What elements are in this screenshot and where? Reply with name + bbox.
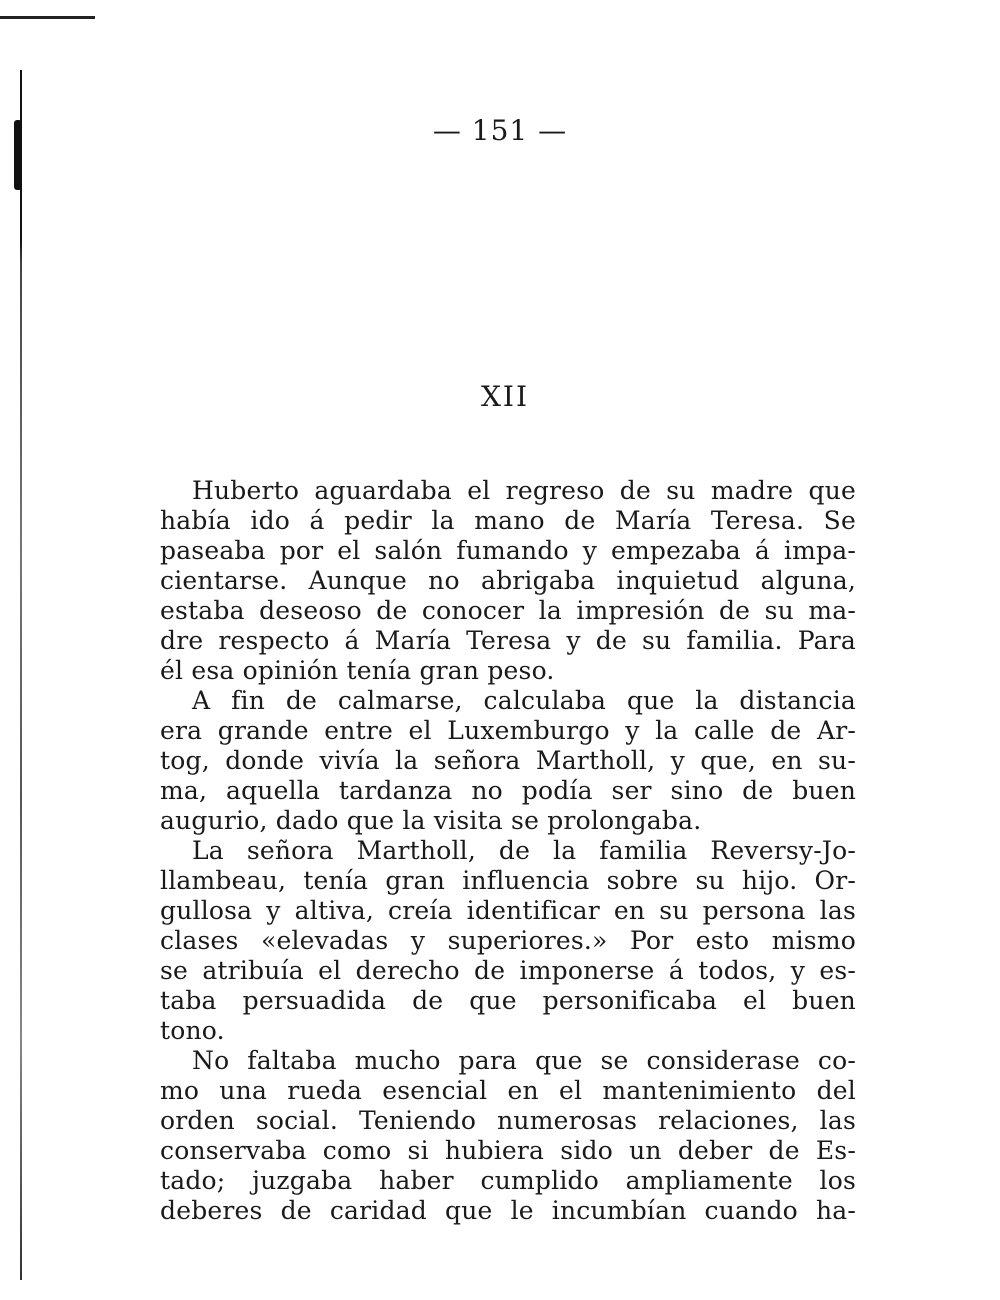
text-line: clases «elevadas y superiores.» Por esto mismo bbox=[160, 926, 856, 955]
text-line: tado; juzgaba haber cumplido ampliamente los bbox=[160, 1166, 856, 1195]
page-number: — 151 — bbox=[432, 114, 568, 147]
text-line: tono. bbox=[160, 1016, 225, 1045]
text-line: dre respecto á María Teresa y de su familia. Para bbox=[160, 626, 856, 655]
text-line: él esa opinión tenía gran peso. bbox=[160, 656, 555, 685]
chapter-heading: XII bbox=[480, 380, 530, 413]
text-line: ma, aquella tardanza no podía ser sino de buen bbox=[160, 776, 856, 805]
text-line: A fin de calmarse, calculaba que la distancia bbox=[192, 686, 856, 715]
text-line: mo una rueda esencial en el mantenimiento del bbox=[160, 1076, 856, 1105]
text-line: paseaba por el salón fumando y empezaba á impa- bbox=[160, 536, 856, 565]
text-line: se atribuía el derecho de imponerse á todos, y es- bbox=[160, 956, 856, 985]
text-line: conservaba como si hubiera sido un deber de Es- bbox=[160, 1136, 856, 1165]
text-line: taba persuadida de que personificaba el buen bbox=[160, 986, 856, 1015]
text-line: gullosa y altiva, creía identificar en su persona las bbox=[160, 896, 856, 925]
text-line: había ido á pedir la mano de María Teresa. Se bbox=[160, 506, 856, 535]
text-line: augurio, dado que la visita se prolongaba. bbox=[160, 806, 702, 835]
text-line: era grande entre el Luxemburgo y la calle de Ar- bbox=[160, 716, 856, 745]
text-line: Huberto aguardaba el regreso de su madre que bbox=[192, 476, 856, 505]
text-line: llambeau, tenía gran influencia sobre su hijo. Or- bbox=[160, 866, 856, 895]
scan-edge-mark bbox=[0, 16, 95, 19]
text-line: estaba deseoso de conocer la impresión de su ma- bbox=[160, 596, 856, 625]
text-line: deberes de caridad que le incumbían cuando ha- bbox=[160, 1196, 856, 1225]
body-text bbox=[160, 476, 856, 1226]
text-line: No faltaba mucho para que se considerase co- bbox=[192, 1046, 856, 1075]
text-line: tog, donde vivía la señora Martholl, y que, en su- bbox=[160, 746, 856, 775]
text-line: La señora Martholl, de la familia Reversy-Jo- bbox=[192, 836, 856, 865]
scan-binding-edge bbox=[20, 70, 22, 1280]
text-line: cientarse. Aunque no abrigaba inquietud alguna, bbox=[160, 566, 856, 595]
text-line: orden social. Teniendo numerosas relaciones, las bbox=[160, 1106, 856, 1135]
